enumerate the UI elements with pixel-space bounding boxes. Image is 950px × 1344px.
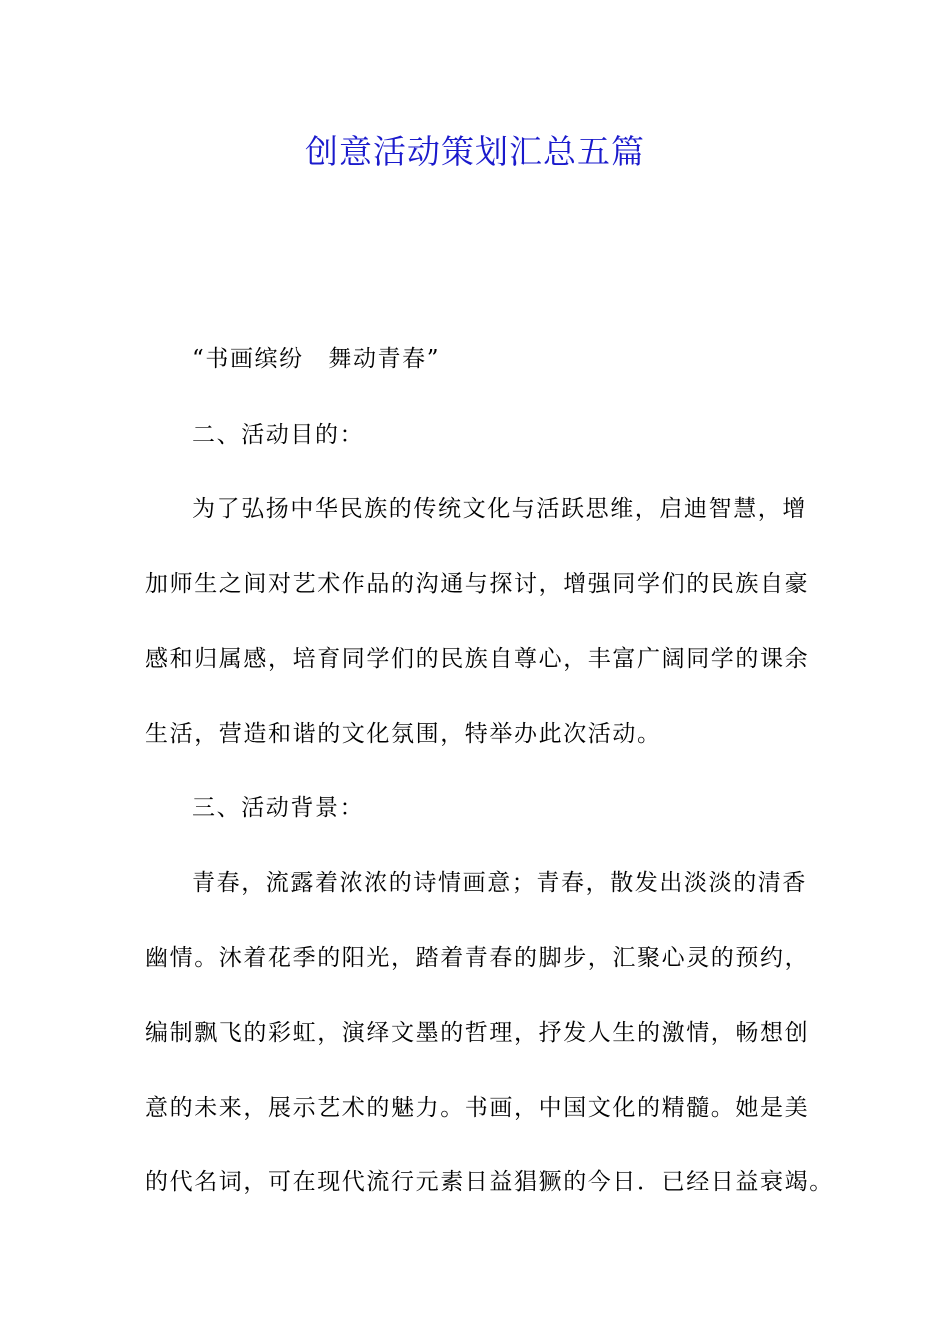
paragraph-line: 编制飘飞的彩虹，演绎文墨的哲理，抒发人生的激情，畅想创 [145, 1020, 810, 1046]
paragraph-line: 为了弘扬中华民族的传统文化与活跃思维，启迪智慧，增 [192, 496, 807, 522]
section-heading-background: 三、活动背景： [192, 795, 365, 821]
paragraph-line: 感和归属感，培育同学们的民族自尊心，丰富广阔同学的课余 [145, 646, 810, 672]
paragraph-line: 青春，流露着浓浓的诗情画意；青春，散发出淡淡的清香 [192, 870, 807, 896]
paragraph-line: 加师生之间对艺术作品的沟通与探讨，增强同学们的民族自豪 [145, 571, 810, 597]
document-title: 创意活动策划汇总五篇 [305, 132, 645, 171]
paragraph-line: 意的未来，展示艺术的魅力。书画，中国文化的精髓。她是美 [145, 1095, 810, 1121]
paragraph-line: 生活，营造和谐的文化氛围，特举办此次活动。 [145, 721, 662, 747]
section-heading-purpose: 二、活动目的： [192, 422, 365, 448]
activity-slogan: “书画缤纷 舞动青春” [192, 346, 441, 372]
paragraph-line: 的代名词，可在现代流行元素日益猖獗的今日．已经日益衰竭。 [145, 1169, 834, 1195]
paragraph-line: 幽情。沐着花季的阳光，踏着青春的脚步，汇聚心灵的预约， [145, 945, 810, 971]
